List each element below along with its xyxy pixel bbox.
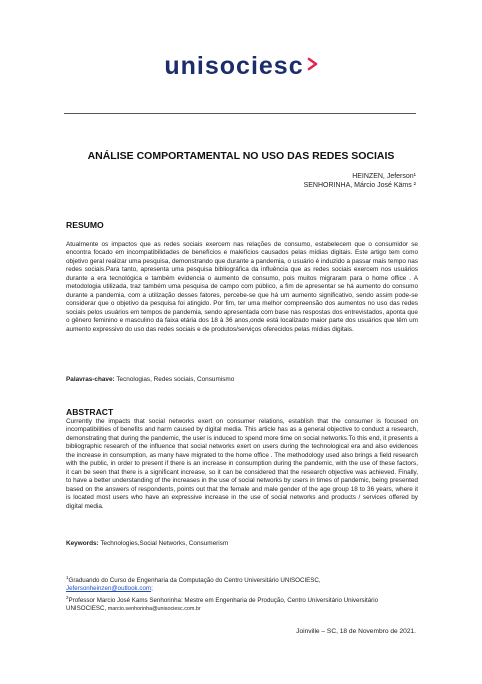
keywords — [66, 540, 418, 548]
footnote-2-email: marcio.senhorinha@unisociesc.com.br — [106, 606, 201, 613]
author-1: HEINZEN, Jeferson¹ — [352, 173, 416, 180]
footnote-1 — [66, 574, 418, 594]
palavras-chave — [66, 376, 418, 384]
palavras-chave-values: Tecnologias, Redes sociais, Consumismo — [114, 376, 235, 383]
keywords-label: Keywords: — [66, 540, 99, 547]
keywords-values: Technologies,Social Networks, Consumerism — [98, 540, 229, 547]
footnote-1-separator: ; — [151, 585, 153, 593]
header-divider — [64, 113, 416, 114]
abstract-heading: ABSTRACT — [66, 407, 114, 417]
logo-wordmark: unisociesc — [164, 52, 304, 80]
unisociesc-logo — [0, 52, 482, 81]
abstract-text: Currently the impacts that social networks exert on consumer relations, establish that the consumer is focused on incompatibilities of benefits and harm caused by digital media. This article has as a general objective to conduct a research, demonstrating that during the pandemic, the user is induced to spend more time on social networks.To this end, it presents a bibliographic research of the influence that social networks exert on users during the technological era and also evidences the increase in consumption, as many have migrated to the home office . The methodology used also brings a field research with the public, in order to present if there is an increase in consumption during the pandemic, with the use of these factors, it can be seen that there is a significant increase, so it can be considered that the research objective was achieved. Finally, to have a better understanding of the increases in the use of social networks by users in times of pandemic, being presented based on the answers of respondents, points out that the female and male gender of the age group 18 to 36 years, where it is located most users who have an expressive increase in the use of social networks and products / services offered by digital media. — [66, 418, 418, 510]
footnote-2-text: Professor Marcio José Kams Senhorinha: Mestre em Engenharia de Produção, Centro Universitário Universitário UNISOCIESC, — [66, 596, 379, 613]
resumo-heading: RESUMO — [66, 220, 104, 230]
paper-title: ANÁLISE COMPORTAMENTAL NO USO DAS REDES SOCIAIS — [87, 150, 395, 162]
footnotes — [66, 574, 418, 614]
footnote-2 — [66, 594, 418, 614]
palavras-chave-label: Palavras-chave: — [66, 376, 115, 383]
footnote-1-text: Graduando do Curso de Engenharia da Computação do Centro Universitário UNISOCIESC, — [68, 577, 321, 585]
footnote-2-mark: 2 — [66, 594, 69, 600]
place-and-date: Joinville – SC, 18 de Novembro de 2021. — [296, 628, 416, 635]
author-2: SENHORINHA, Márcio José Käms ² — [303, 182, 416, 189]
footnote-1-email-link[interactable]: Jefersonheinzen@outlook.com — [66, 585, 152, 593]
resumo-text: Atualmente os impactos que as redes sociais exercem nas relações de consumo, estabelecem que o consumidor se encontra focado em incompatibilidades de benefícios e malefícios causados pelas mídias digitais. Este artigo tem como objetivo geral realizar uma pesquisa, demonstrando que durante a pandemia, o usuário é induzido a passar mais tempo nas redes sociais.Para tanto, apresenta uma pesquisa bibliográfica da influência que as redes sociais exercem nos usuários durante a era tecnológica e também evidencia o aumento de consumo, pois muitos migraram para o home office . A metodologia utilizada, traz também uma pesquisa de campo com público, a fim de apresentar se há aumento do consumo durante a pandemia, com a utilização desses fatores, percebe-se que há um aumento significativo, sendo assim pode-se considerar que o objetivo da pesquisa foi atingido. Por fim, ter uma melhor compreensão dos aumentos no uso das redes sociais pelos usuários em tempos de pandemia, sendo apresentada com base nas respostas dos entrevistados, aponta que o gênero feminino e masculino da faixa etária dos 18 à 36 anos,onde está localizado maior parte dos usuários que têm um aumento expressivo do uso das redes sociais e de produtos/serviços oferecidos pelas mídias digitais. — [66, 241, 418, 333]
footnote-1-mark: 1 — [66, 575, 69, 580]
author-list — [116, 172, 416, 190]
chevron-right-icon — [307, 57, 318, 76]
